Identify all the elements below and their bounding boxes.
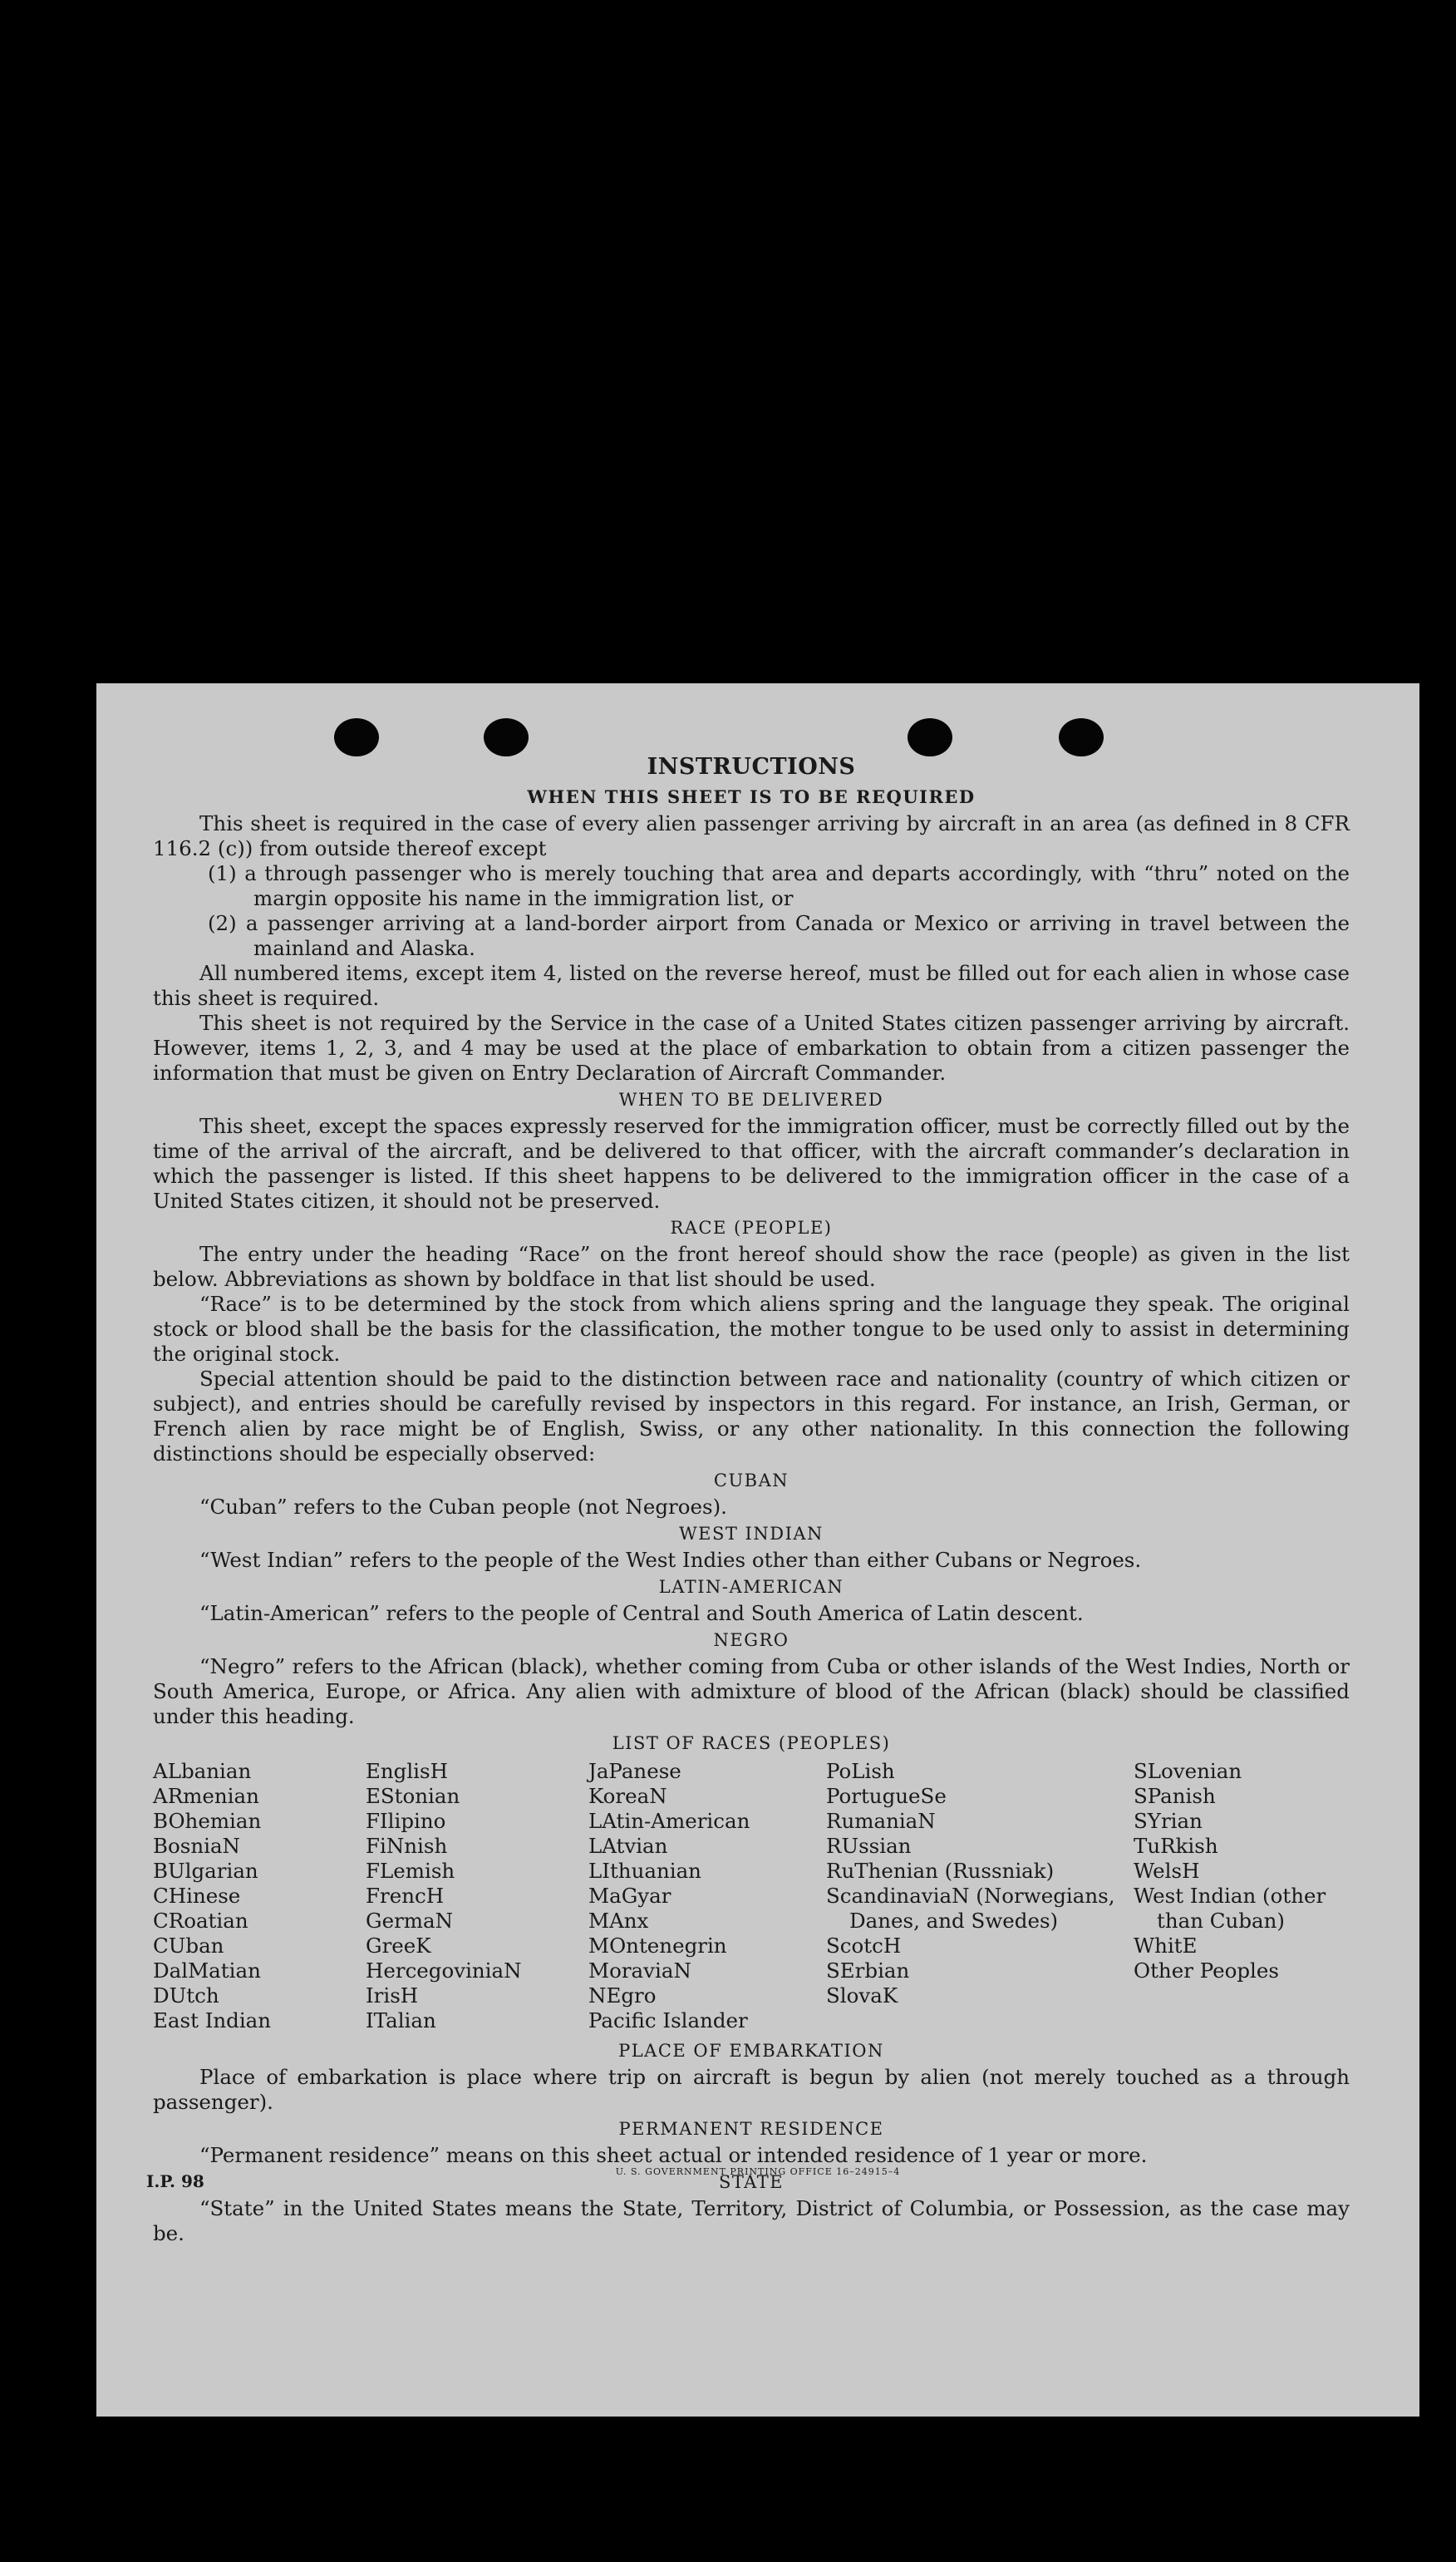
punch-hole <box>908 718 952 756</box>
race-item: IrisH <box>366 1983 419 2008</box>
list-item: (2) a passenger arriving at a land-border airport from Canada or Mexico or arriving in travel between the mainland and Alaska. <box>208 911 1350 960</box>
section-heading: WHEN THIS SHEET IS TO BE REQUIRED <box>527 786 976 807</box>
race-item: MAnx <box>588 1909 649 1933</box>
race-item: GreeK <box>366 1934 431 1958</box>
race-item: WhitE <box>1134 1934 1198 1958</box>
race-item: SErbian <box>826 1958 910 1983</box>
race-item: WelsH <box>1134 1859 1200 1883</box>
paragraph: This sheet is required in the case of every alien passenger arriving by aircraft in an area (as defined in 8 CFR 116.2 (c)) from outside thereof except <box>153 811 1350 860</box>
race-item: FIlipino <box>366 1809 446 1833</box>
section-heading: STATE <box>718 2172 785 2192</box>
race-item: EStonian <box>366 1784 460 1808</box>
race-item: MOntenegrin <box>588 1934 727 1958</box>
race-item: CRoatian <box>153 1909 248 1933</box>
race-item: East Indian <box>153 2008 272 2032</box>
race-item: Pacific Islander <box>588 2008 748 2032</box>
paragraph: “Race” is to be determined by the stock from which aliens spring and the language they speak. The original stock or blood shall be the basis for the classification, the mother tongue to be used only to assist in determining the original stock. <box>153 1292 1350 1366</box>
races-column <box>366 1759 588 2033</box>
section-heading: NEGRO <box>713 1630 789 1650</box>
race-item: ARmenian <box>153 1784 259 1808</box>
punch-hole <box>334 718 379 756</box>
race-item: ITalian <box>366 2008 436 2032</box>
race-item: HercegoviniaN <box>366 1958 522 1983</box>
paragraph: “Cuban” refers to the Cuban people (not Negroes). <box>199 1495 727 1519</box>
race-item: FLemish <box>366 1859 455 1883</box>
race-item: TuRkish <box>1134 1834 1218 1858</box>
punch-hole <box>1059 718 1104 756</box>
paragraph: All numbered items, except item 4, listed on the reverse hereof, must be filled out for each alien in whose case this sheet is required. <box>153 961 1350 1010</box>
punch-hole <box>484 718 529 756</box>
race-item: GermaN <box>366 1909 454 1933</box>
paragraph: “Negro” refers to the African (black), whether coming from Cuba or other islands of the West Indies, North or South America, Europe, or Africa. Any alien with admixture of blood of the African (black) should be classified under this heading. <box>153 1654 1350 1728</box>
race-item: CHinese <box>153 1884 241 1908</box>
races-column <box>153 1759 366 2033</box>
races-column <box>1134 1759 1350 2033</box>
race-item: ALbanian <box>153 1759 252 1783</box>
paragraph: The entry under the heading “Race” on the front hereof should show the race (people) as given in the list below. Abbreviations as shown by boldface in that list should be used. <box>153 1242 1350 1291</box>
race-item: DUtch <box>153 1983 219 2008</box>
race-item: BUlgarian <box>153 1859 258 1883</box>
race-item: SlovaK <box>826 1983 898 2008</box>
race-item: SYrian <box>1134 1809 1203 1833</box>
race-item: LIthuanian <box>588 1859 701 1883</box>
race-item: NEgro <box>588 1983 657 2008</box>
section-heading: WEST INDIAN <box>679 1524 824 1544</box>
section-heading: RACE (PEOPLE) <box>670 1218 833 1238</box>
section-heading: PLACE OF EMBARKATION <box>618 2041 884 2061</box>
race-item: BosniaN <box>153 1834 240 1858</box>
race-item: MoraviaN <box>588 1958 691 1983</box>
page-title: INSTRUCTIONS <box>647 754 856 780</box>
paragraph: “Permanent residence” means on this sheet actual or intended residence of 1 year or more. <box>199 2143 1148 2167</box>
section-heading: CUBAN <box>713 1471 789 1490</box>
race-item: JaPanese <box>588 1759 681 1783</box>
printer-imprint: U. S. GOVERNMENT PRINTING OFFICE 16–24915–4 <box>615 2166 901 2177</box>
race-item: Other Peoples <box>1134 1958 1279 1983</box>
race-item: ScotcH <box>826 1934 902 1958</box>
race-item: PoLish <box>826 1759 895 1783</box>
races-column <box>588 1759 826 2033</box>
race-item: EnglisH <box>366 1759 448 1783</box>
race-item: SPanish <box>1134 1784 1216 1808</box>
race-item: CUban <box>153 1934 224 1958</box>
paragraph: “State” in the United States means the State, Territory, District of Columbia, or Possession, as the case may be. <box>153 2196 1350 2245</box>
race-item: RUssian <box>826 1834 912 1858</box>
section-heading: PERMANENT RESIDENCE <box>618 2119 884 2139</box>
paragraph: Place of embarkation is place where trip on aircraft is begun by alien (not merely touched as a through passenger). <box>153 2065 1350 2114</box>
race-item: RuThenian (Russniak) <box>826 1859 1055 1883</box>
race-item: RumaniaN <box>826 1809 936 1833</box>
paragraph: This sheet is not required by the Service in the case of a United States citizen passenger arriving by aircraft. However, items 1, 2, 3, and 4 may be used at the place of embarkation to obtain from a citizen passenger the information that must be given on Entry Declaration of Aircraft Commander. <box>153 1011 1350 1085</box>
race-item: PortugueSe <box>826 1784 947 1808</box>
race-item: DalMatian <box>153 1958 261 1983</box>
paragraph: “Latin-American” refers to the people of Central and South America of Latin descent. <box>199 1601 1084 1625</box>
race-item: BOhemian <box>153 1809 262 1833</box>
instructions-body <box>153 755 1350 2246</box>
document-page <box>96 683 1419 2417</box>
section-heading: LIST OF RACES (PEOPLES) <box>612 1733 891 1753</box>
paragraph: “West Indian” refers to the people of the West Indies other than either Cubans or Negroes. <box>199 1548 1142 1572</box>
races-column <box>826 1759 1134 2033</box>
paragraph: Special attention should be paid to the distinction between race and nationality (country of which citizen or subject), and entries should be carefully revised by inspectors in this regard. For instance, an Irish, German, or French alien by race might be of English, Swiss, or any other nationality. In this connection the following distinctions should be especially observed: <box>153 1367 1350 1466</box>
race-item: KoreaN <box>588 1784 667 1808</box>
race-item: MaGyar <box>588 1884 671 1908</box>
races-list <box>153 1759 1350 2033</box>
list-item: (1) a through passenger who is merely touching that area and departs accordingly, with “thru” noted on the margin opposite his name in the immigration list, or <box>208 861 1350 910</box>
section-heading: WHEN TO BE DELIVERED <box>618 1090 884 1110</box>
race-item: FiNnish <box>366 1834 448 1858</box>
section-heading: LATIN-AMERICAN <box>658 1577 844 1597</box>
race-item: SLovenian <box>1134 1759 1242 1783</box>
race-item: LAtin-American <box>588 1809 750 1833</box>
race-item: LAtvian <box>588 1834 668 1858</box>
race-item: FrencH <box>366 1884 445 1908</box>
form-id: I.P. 98 <box>146 2171 204 2191</box>
race-item: West Indian (other than Cuban) <box>1134 1884 1326 1933</box>
race-item: ScandinaviaN (Norwegians, Danes, and Swedes) <box>826 1884 1115 1933</box>
paragraph: This sheet, except the spaces expressly reserved for the immigration officer, must be correctly filled out by the time of the arrival of the aircraft, and be delivered to that officer, with the aircraft commander’s declaration in which the passenger is listed. If this sheet happens to be delivered to the immigration officer in the case of a United States citizen, it should not be preserved. <box>153 1114 1350 1213</box>
